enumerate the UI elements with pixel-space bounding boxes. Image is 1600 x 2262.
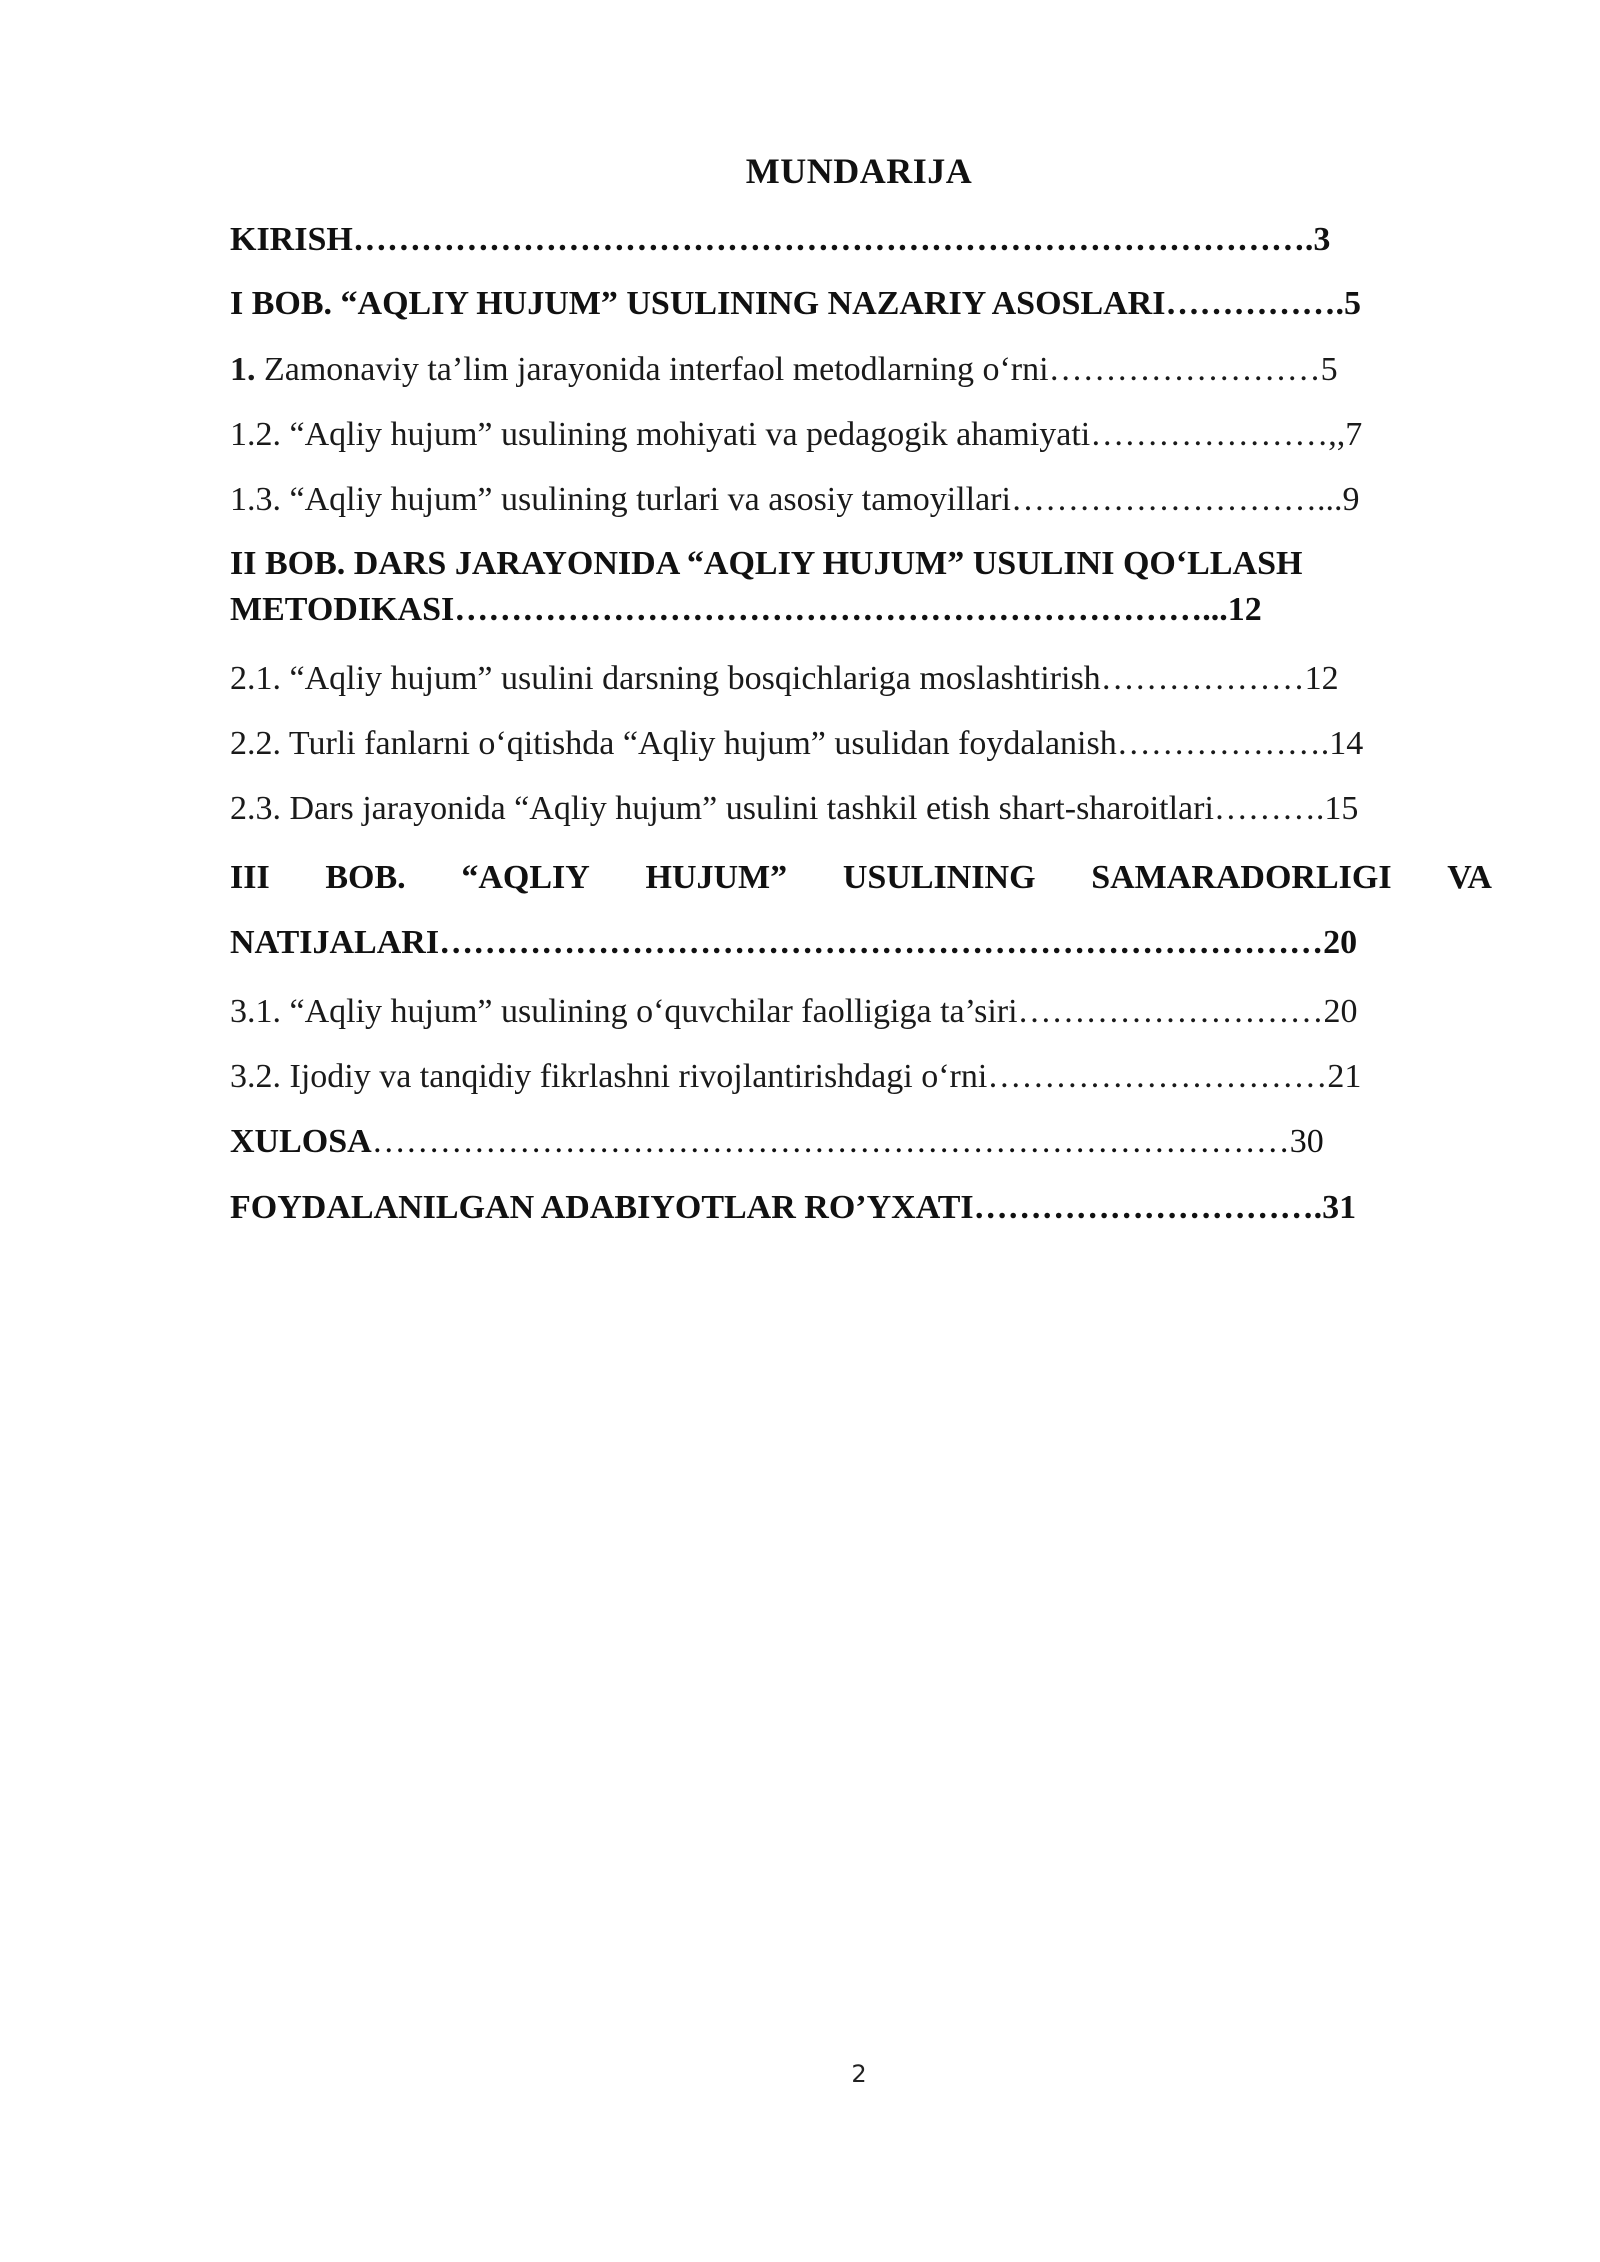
toc-entry-1-3[interactable]: 1.3. “Aqliy hujum” usulining turlari va asosiy tamoyillari………………………...9: [230, 481, 1360, 518]
toc-entry-references[interactable]: FOYDALANILGAN ADABIYOTLAR RO’YXATI………………………….31: [230, 1189, 1357, 1226]
toc-entry-kirish[interactable]: KIRISH………………………………………………………………………….3: [230, 221, 1331, 258]
toc-entry-chapter-1[interactable]: I BOB. “AQLIY HUJUM” USULINING NAZARIY ASOSLARI…………….5: [230, 285, 1361, 322]
toc-entry-xulosa-head: XULOSA: [230, 1123, 372, 1160]
toc-entry-3-1[interactable]: 3.1. “Aqliy hujum” usulining o‘quvchilar faolligiga ta’siri………………………20: [230, 993, 1358, 1030]
toc-entry-chapter-3-line-1[interactable]: [230, 858, 1492, 898]
toc-entry-1-2[interactable]: 1.2. “Aqliy hujum” usulining mohiyati va pedagogik ahamiyati…………………,,7: [230, 416, 1363, 453]
page-number: 2: [851, 2060, 867, 2088]
toc-entry-2-1[interactable]: 2.1. “Aqliy hujum” usulini darsning bosqichlariga moslashtirish………………12: [230, 660, 1339, 697]
toc-word: USULINING: [842, 859, 1036, 896]
page-title: MUNDARIJA: [745, 151, 973, 191]
toc-word: SAMARADORLIGI: [1091, 859, 1392, 896]
toc-word: “AQLIY: [461, 859, 590, 896]
toc-entry-chapter-2-line-1[interactable]: II BOB. DARS JARAYONIDA “AQLIY HUJUM” USULINI QO‘LLASH: [230, 545, 1303, 582]
toc-word: HUJUM”: [645, 859, 788, 896]
toc-entry-3-2[interactable]: 3.2. Ijodiy va tanqidiy fikrlashni rivojlantirishdagi o‘rni…………………………21: [230, 1058, 1362, 1095]
toc-entry-chapter-3-line-2[interactable]: NATIJALARI……………………………………………………………………20: [230, 924, 1358, 961]
toc-entry-1-1-prefix: 1.: [230, 351, 256, 388]
toc-entry-xulosa[interactable]: [230, 1122, 1324, 1162]
toc-entry-2-2[interactable]: 2.2. Turli fanlarni o‘qitishda “Aqliy hujum” usulidan foydalanish……………….14: [230, 725, 1364, 762]
toc-entry-chapter-2-line-2[interactable]: METODIKASI…………………………………………………………...12: [230, 591, 1262, 628]
toc-entry-2-3[interactable]: 2.3. Dars jarayonida “Aqliy hujum” usulini tashkil etish shart-sharoitlari……….15: [230, 790, 1359, 827]
toc-entry-1-1-text: Zamonaviy ta’lim jarayonida interfaol metodlarning o‘rni……………………5: [255, 351, 1338, 388]
toc-entry-1-1[interactable]: [230, 350, 1338, 390]
toc-word: BOB.: [325, 859, 406, 896]
toc-entry-xulosa-tail: ………………………………………………………………………30: [371, 1123, 1324, 1160]
toc-word: III: [230, 859, 270, 896]
toc-word: VA: [1447, 859, 1492, 896]
